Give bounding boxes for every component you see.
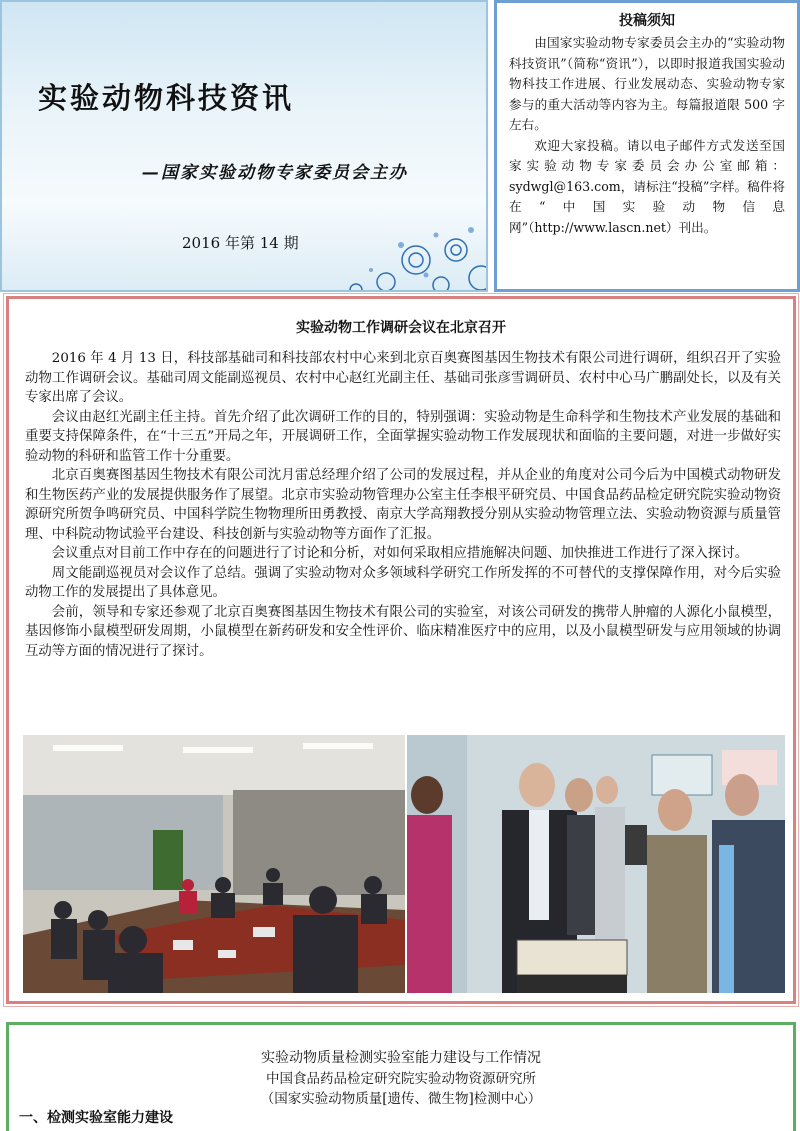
article2-title: 实验动物质量检测实验室能力建设与工作情况	[261, 1050, 541, 1066]
masthead-banner	[0, 0, 488, 292]
article-body	[25, 349, 781, 661]
meeting-room-photo	[23, 735, 405, 993]
masthead-title: 实验动物科技资讯	[38, 81, 295, 115]
notice-paragraph: 欢迎大家投稿。请以电子邮件方式发送至国家实验动物专家委员会办公室邮箱：sydwgl@163.com，请标注“投稿”字样。稿件将在“中国实验动物信息网”（http://www.lascn.net）刊出。	[509, 137, 785, 235]
notice-heading: 投稿须知	[619, 13, 675, 29]
article-paragraph: 会议重点对目前工作中存在的问题进行了讨论和分析，对如何采取相应措施解决问题、加快推进工作进行了深入探讨。	[51, 546, 749, 561]
article-paragraph: 周文能副巡视员对会议作了总结。强调了实验动物对众多领域科学研究工作所发挥的不可替代的支撑保障作用，对今后实验动物工作的发展提出了具体意见。	[25, 565, 781, 600]
submission-notice	[494, 0, 800, 292]
article-paragraph: 会议由赵红光副主任主持。首先介绍了此次调研工作的目的，特别强调：实验动物是生命科学和生物技术产业发展的基础和重要支持保障条件，在“十三五”开局之年，开展调研工作，全面掌握实验动物工作发展现状和面临的主要问题，对进一步做好实验动物的科研和监管工作十分重要。	[25, 409, 781, 464]
article-title: 实验动物工作调研会议在北京召开	[296, 320, 506, 336]
notice-paragraph: 由国家实验动物专家委员会主办的“实验动物科技资讯”（简称“资讯”），以即时报道我国实验动物科技工作进展、行业发展动态、实验动物专家参与的重大活动等内容为主。每篇报道限 500 字左右。	[509, 35, 785, 132]
article-quality-lab	[6, 1022, 796, 1131]
issue-number: 2016 年第 14 期	[182, 234, 299, 252]
article-paragraph: 北京百奥赛图基因生物技术有限公司沈月雷总经理介绍了公司的发展过程，并从企业的角度对公司今后为中国模式动物研发和生物医药产业的发展提供服务作了展望。北京市实验动物管理办公室主任李根平研究员、中国食品药品检定研究院实验动物资源研究所贺争鸣研究员、中国科学院生物物理所田勇教授、南京大学高翔教授分别从实验动物管理立法、实验动物资源与质量管理、中科院动物试验平台建设、科技创新与实验动物等方面作了汇报。	[25, 468, 781, 542]
lab-visit-photo	[407, 735, 785, 993]
article2-organization: 中国食品药品检定研究院实验动物资源研究所	[266, 1071, 536, 1087]
article2-organization-subtitle: （国家实验动物质量[遗传、微生物]检测中心）	[260, 1091, 542, 1107]
article-paragraph: 2016 年 4 月 13 日，科技部基础司和科技部农村中心来到北京百奥赛图基因生物技术有限公司进行调研，组织召开了实验动物工作调研会议。基础司周文能副巡视员、农村中心赵红光副主任、基础司张彦雪调研员、农村中心马广鹏副处长，以及有关专家出席了会议。	[25, 351, 781, 405]
article2-section-heading: 一、检测实验室能力建设	[19, 1110, 173, 1126]
article-research-meeting	[6, 296, 796, 1004]
flower-decoration	[296, 190, 488, 292]
article-paragraph: 会前，领导和专家还参观了北京百奥赛图基因生物技术有限公司的实验室，对该公司研发的携带人肿瘤的人源化小鼠模型，基因修饰小鼠模型研发周期，小鼠模型在新药研发和安全性评价、临床精准医疗中的应用，以及小鼠模型研发与应用领域的协调互动等方面的情况进行了探讨。	[25, 604, 781, 659]
masthead-subtitle: —国家实验动物专家委员会主办	[142, 163, 408, 183]
